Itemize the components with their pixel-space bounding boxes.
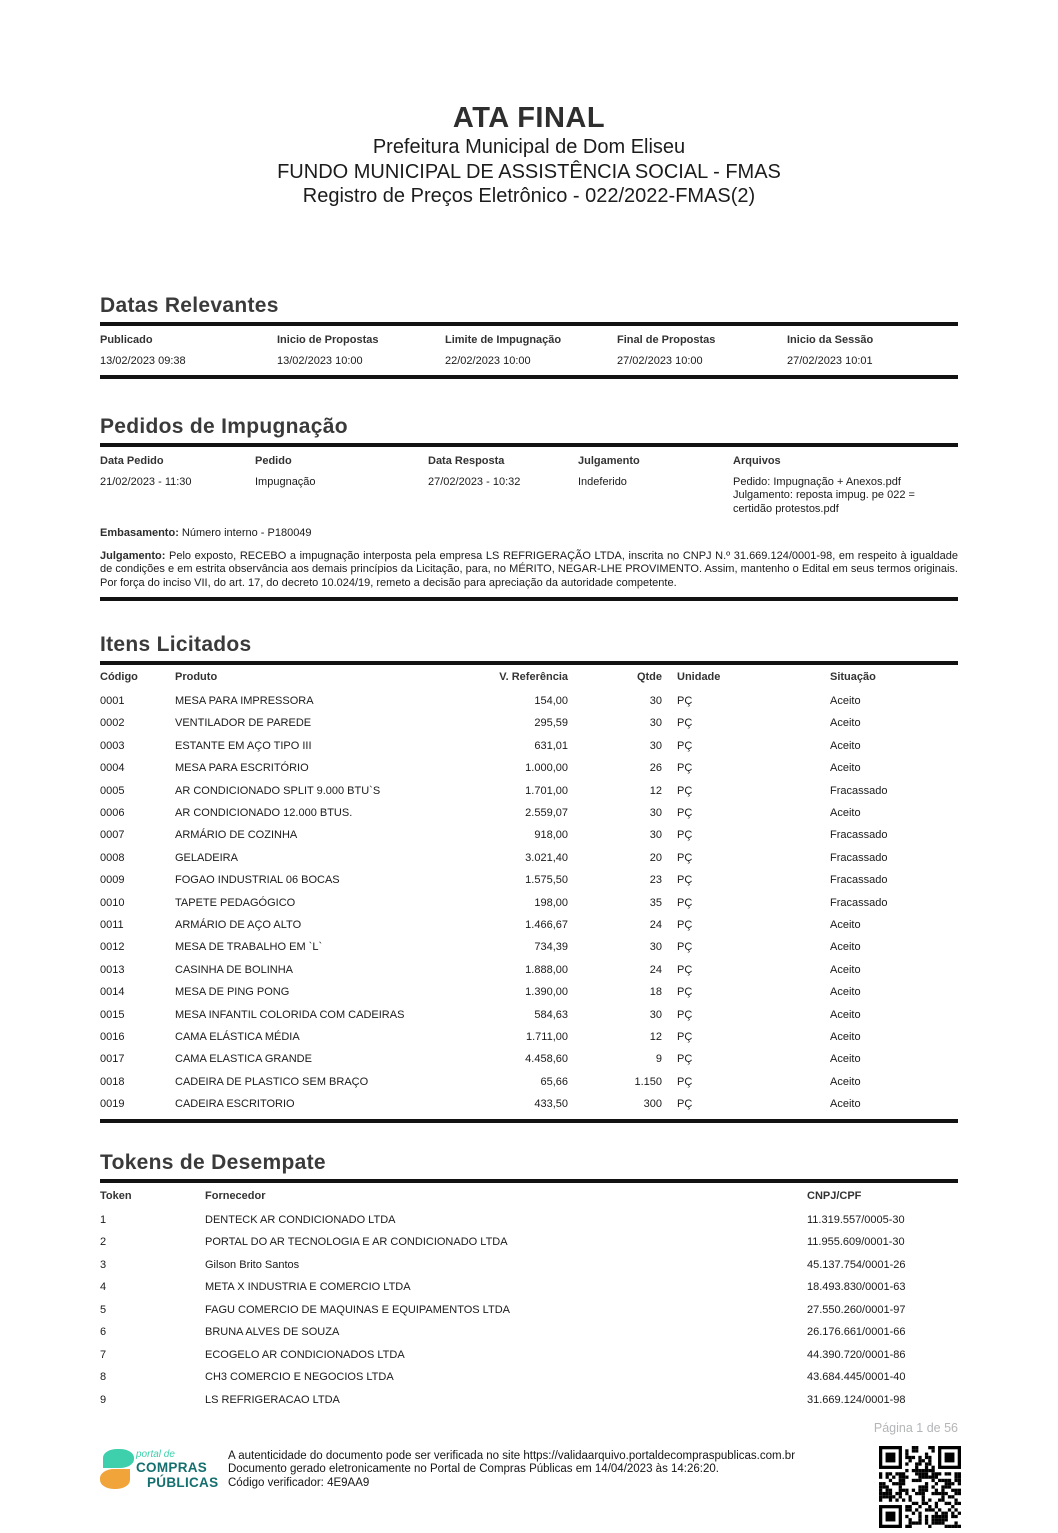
footer-verifier-line: Código verificador: 4E9AA9 (228, 1477, 370, 1489)
tokens-table-row (100, 1366, 958, 1389)
token-fornecedor: ECOGELO AR CONDICIONADOS LTDA (205, 1348, 405, 1361)
item-qtde: 24 (649, 963, 662, 976)
itens-table-row (100, 1026, 958, 1048)
item-qtde: 1.150 (634, 1075, 662, 1088)
item-codigo: 0010 (100, 896, 125, 909)
itens-col-header: V. Referência (499, 670, 568, 683)
datas-col-value: 27/02/2023 10:00 (617, 354, 703, 367)
item-codigo: 0003 (100, 739, 125, 752)
document-header (100, 0, 958, 209)
item-produto: FOGAO INDUSTRIAL 06 BOCAS (175, 874, 340, 887)
datas-col-header: Limite de Impugnação (445, 333, 562, 346)
item-unidade: PÇ (677, 762, 693, 775)
itens-table-row (100, 936, 958, 958)
item-unidade: PÇ (677, 695, 693, 708)
item-v-referencia: 3.021,40 (525, 851, 568, 864)
token-number: 1 (100, 1213, 107, 1226)
datas-relevantes-value-row (100, 355, 958, 367)
embasamento-line (100, 527, 958, 541)
item-v-referencia: 2.559,07 (525, 807, 568, 820)
section-pedidos-impugnacao (100, 415, 958, 601)
pedidos-col-header: Arquivos (733, 454, 781, 467)
item-situacao: Aceito (830, 739, 861, 752)
item-codigo: 0002 (100, 717, 125, 730)
item-qtde: 30 (649, 807, 662, 820)
itens-table-row (100, 802, 958, 824)
token-fornecedor: FAGU COMERCIO DE MAQUINAS E EQUIPAMENTOS LTDA (205, 1303, 510, 1316)
item-produto: ESTANTE EM AÇO TIPO III (175, 739, 312, 752)
itens-table-row (100, 869, 958, 891)
pedido-julgamento: Indeferido (578, 475, 627, 488)
itens-table-row (100, 891, 958, 913)
item-qtde: 12 (649, 784, 662, 797)
julgamento-text: Pelo exposto, RECEBO a impugnação interposta pela empresa LS REFRIGERAÇÃO LTDA, inscrita no CNPJ N.º 31.669.124/0001-98, em respeito à igualdade de condições e em estrita observância aos demais princípios da Licitação, para, no MÉRITO, NEGAR-LHE PROVIMENTO. Assim, mantenho o Edital em seus termos originais. Por força do inciso VII, do art. 17, do decreto 10.024/19, remeto a decisão para apreciação da autoridade competente. (100, 549, 958, 590)
pedidos-header-row (100, 447, 958, 467)
token-number: 9 (100, 1393, 107, 1406)
token-fornecedor: PORTAL DO AR TECNOLOGIA E AR CONDICIONADO LTDA (205, 1236, 508, 1249)
itens-table-row (100, 981, 958, 1003)
tokens-col-header: Fornecedor (205, 1190, 266, 1203)
itens-table-row (100, 959, 958, 981)
divider (100, 375, 958, 379)
tokens-table-row (100, 1253, 958, 1276)
tokens-table-row (100, 1388, 958, 1411)
section-datas-relevantes (100, 294, 958, 379)
token-cnpj: 26.176.661/0001-66 (807, 1326, 906, 1339)
itens-table-row (100, 1093, 958, 1115)
item-qtde: 35 (649, 896, 662, 909)
item-unidade: PÇ (677, 874, 693, 887)
itens-table-row (100, 690, 958, 712)
tokens-table-row (100, 1231, 958, 1254)
pedidos-col-header: Julgamento (578, 454, 640, 467)
julgamento-label: Julgamento: (100, 549, 166, 562)
item-v-referencia: 734,39 (534, 941, 568, 954)
pedidos-value-row (100, 476, 958, 517)
pedido-arquivos (733, 476, 958, 517)
compras-publicas-logo-icon (100, 1448, 136, 1494)
item-codigo: 0012 (100, 941, 125, 954)
item-produto: AR CONDICIONADO SPLIT 9.000 BTU`S (175, 784, 381, 797)
itens-col-header: Produto (175, 670, 218, 683)
document-title: ATA FINAL (452, 102, 606, 134)
section-itens-licitados (100, 633, 958, 1123)
tokens-table-row (100, 1276, 958, 1299)
tokens-table-row (100, 1343, 958, 1366)
item-codigo: 0009 (100, 874, 125, 887)
item-situacao: Aceito (830, 986, 861, 999)
item-v-referencia: 198,00 (534, 896, 568, 909)
item-codigo: 0014 (100, 986, 125, 999)
itens-header-row (100, 665, 958, 683)
item-v-referencia: 1.390,00 (525, 986, 568, 999)
item-codigo: 0016 (100, 1030, 125, 1043)
itens-col-header: Qtde (636, 670, 662, 683)
item-produto: MESA DE TRABALHO EM `L` (175, 941, 323, 954)
item-qtde: 30 (649, 739, 662, 752)
itens-table-row (100, 779, 958, 801)
token-fornecedor: DENTECK AR CONDICIONADO LTDA (205, 1213, 396, 1226)
item-situacao: Fracassado (830, 829, 888, 842)
datas-col-header: Final de Propostas (617, 333, 716, 346)
token-fornecedor: Gilson Brito Santos (205, 1258, 300, 1271)
item-situacao: Fracassado (830, 784, 888, 797)
item-codigo: 0004 (100, 762, 125, 775)
itens-table-row (100, 757, 958, 779)
pedido-data-pedido: 21/02/2023 - 11:30 (100, 475, 192, 488)
section-title-tokens-desempate: Tokens de Desempate (100, 1151, 326, 1175)
item-produto: MESA DE PING PONG (175, 986, 290, 999)
token-number: 6 (100, 1326, 107, 1339)
item-qtde: 23 (649, 874, 662, 887)
itens-col-header: Situação (830, 670, 876, 683)
item-codigo: 0018 (100, 1075, 125, 1088)
item-unidade: PÇ (677, 1053, 693, 1066)
datas-col-value: 13/02/2023 10:00 (277, 354, 363, 367)
item-produto: ARMÁRIO DE COZINHA (175, 829, 298, 842)
item-situacao: Aceito (830, 1075, 861, 1088)
item-v-referencia: 584,63 (534, 1008, 568, 1021)
tokens-table-body (100, 1208, 958, 1411)
item-unidade: PÇ (677, 784, 693, 797)
token-fornecedor: CH3 COMERCIO E NEGOCIOS LTDA (205, 1371, 394, 1384)
item-produto: CAMA ELÁSTICA MÉDIA (175, 1030, 300, 1043)
page-number: Página 1 de 56 (873, 1420, 958, 1435)
item-unidade: PÇ (677, 851, 693, 864)
token-cnpj: 31.669.124/0001-98 (807, 1393, 906, 1406)
itens-col-header: Código (100, 670, 138, 683)
item-v-referencia: 4.458,60 (525, 1053, 568, 1066)
item-qtde: 12 (649, 1030, 662, 1043)
item-v-referencia: 1.888,00 (525, 963, 568, 976)
item-unidade: PÇ (677, 963, 693, 976)
item-unidade: PÇ (677, 739, 693, 752)
footer-auth-line: A autenticidade do documento pode ser verificada no site https://validaarquivo.portaldecompraspublicas.com.br (228, 1449, 796, 1462)
item-qtde: 30 (649, 829, 662, 842)
itens-table-row (100, 1003, 958, 1025)
logo-compras: COMPRAS (136, 1459, 208, 1475)
section-tokens-desempate (100, 1151, 958, 1411)
item-situacao: Aceito (830, 717, 861, 730)
item-situacao: Aceito (830, 762, 861, 775)
item-situacao: Aceito (830, 963, 861, 976)
item-qtde: 30 (649, 717, 662, 730)
item-produto: GELADEIRA (175, 851, 238, 864)
divider (100, 597, 958, 601)
embasamento-label: Embasamento: (100, 527, 179, 539)
itens-table-row (100, 712, 958, 734)
datas-col-header: Inicio da Sessão (787, 333, 874, 346)
item-v-referencia: 1.000,00 (525, 762, 568, 775)
item-produto: ARMÁRIO DE AÇO ALTO (175, 918, 302, 931)
item-codigo: 0006 (100, 807, 125, 820)
item-v-referencia: 1.575,50 (525, 874, 568, 887)
itens-table-row (100, 847, 958, 869)
itens-table-row (100, 914, 958, 936)
item-unidade: PÇ (677, 1030, 693, 1043)
token-cnpj: 27.550.260/0001-97 (807, 1303, 906, 1316)
item-codigo: 0013 (100, 963, 125, 976)
token-cnpj: 43.684.445/0001-40 (807, 1371, 906, 1384)
julgamento-paragraph (100, 550, 958, 591)
item-unidade: PÇ (677, 807, 693, 820)
qr-code-icon (879, 1446, 961, 1528)
token-fornecedor: META X INDUSTRIA E COMERCIO LTDA (205, 1281, 411, 1294)
itens-col-header: Unidade (677, 670, 721, 683)
logo-orange-leaf-shape (100, 1469, 130, 1489)
token-cnpj: 45.137.754/0001-26 (807, 1258, 906, 1271)
item-v-referencia: 1.711,00 (525, 1030, 568, 1043)
item-v-referencia: 295,59 (534, 717, 568, 730)
item-qtde: 300 (643, 1098, 662, 1111)
pedido-pedido: Impugnação (255, 475, 316, 488)
item-produto: CAMA ELASTICA GRANDE (175, 1053, 312, 1066)
token-number: 3 (100, 1258, 107, 1271)
footer-generated-line: Documento gerado eletronicamente no Portal de Compras Públicas em 14/04/2023 às 14:26:20. (228, 1463, 719, 1476)
document-org: Prefeitura Municipal de Dom Eliseu (372, 136, 686, 158)
token-number: 4 (100, 1281, 107, 1294)
logo-wordmark (136, 1448, 218, 1494)
item-situacao: Aceito (830, 1098, 861, 1111)
datas-col-value: 27/02/2023 10:01 (787, 354, 873, 367)
item-codigo: 0007 (100, 829, 125, 842)
item-v-referencia: 918,00 (534, 829, 568, 842)
itens-table-row (100, 735, 958, 757)
pedidos-col-header: Data Resposta (428, 454, 505, 467)
item-produto: TAPETE PEDAGÓGICO (175, 896, 296, 909)
item-qtde: 30 (649, 1008, 662, 1021)
footer-verification-text (228, 1448, 795, 1491)
item-qtde: 18 (649, 986, 662, 999)
token-fornecedor: LS REFRIGERACAO LTDA (205, 1393, 340, 1406)
pedidos-col-header: Data Pedido (100, 454, 164, 467)
item-v-referencia: 1.701,00 (525, 784, 568, 797)
tokens-col-header: CNPJ/CPF (807, 1190, 862, 1203)
pedido-data-resposta: 27/02/2023 - 10:32 (428, 475, 521, 488)
item-codigo: 0019 (100, 1098, 125, 1111)
item-unidade: PÇ (677, 941, 693, 954)
item-produto: CADEIRA DE PLASTICO SEM BRAÇO (175, 1075, 369, 1088)
item-situacao: Fracassado (830, 896, 888, 909)
item-unidade: PÇ (677, 717, 693, 730)
item-situacao: Aceito (830, 941, 861, 954)
item-produto: MESA PARA ESCRITÓRIO (175, 762, 309, 775)
token-number: 7 (100, 1348, 107, 1361)
datas-relevantes-header-row (100, 326, 958, 346)
item-situacao: Aceito (830, 1030, 861, 1043)
item-situacao: Aceito (830, 918, 861, 931)
item-v-referencia: 1.466,67 (525, 918, 568, 931)
tokens-table-row (100, 1321, 958, 1344)
item-unidade: PÇ (677, 1008, 693, 1021)
item-qtde: 26 (649, 762, 662, 775)
section-title-datas-relevantes: Datas Relevantes (100, 293, 279, 317)
item-qtde: 24 (649, 918, 662, 931)
token-number: 2 (100, 1236, 107, 1249)
logo-portal-de: portal de (136, 1448, 175, 1460)
itens-table-row (100, 1071, 958, 1093)
token-cnpj: 18.493.830/0001-63 (807, 1281, 906, 1294)
item-codigo: 0015 (100, 1008, 125, 1021)
tokens-table-row (100, 1298, 958, 1321)
item-produto: CASINHA DE BOLINHA (175, 963, 293, 976)
item-produto: AR CONDICIONADO 12.000 BTUS. (175, 807, 353, 820)
document-footer (100, 1448, 958, 1528)
divider (100, 1119, 958, 1123)
itens-table-row (100, 824, 958, 846)
token-cnpj: 11.319.557/0005-30 (807, 1213, 905, 1226)
item-unidade: PÇ (677, 896, 693, 909)
item-produto: VENTILADOR DE PAREDE (175, 717, 312, 730)
arquivo-item: Pedido: Impugnação + Anexos.pdf (733, 475, 901, 488)
item-v-referencia: 154,00 (534, 695, 568, 708)
item-codigo: 0017 (100, 1053, 125, 1066)
item-v-referencia: 433,50 (534, 1098, 568, 1111)
token-number: 5 (100, 1303, 107, 1316)
item-situacao: Fracassado (830, 851, 888, 864)
item-codigo: 0008 (100, 851, 125, 864)
document-process: Registro de Preços Eletrônico - 022/2022-FMAS(2) (302, 185, 756, 207)
datas-col-value: 22/02/2023 10:00 (445, 354, 531, 367)
item-unidade: PÇ (677, 829, 693, 842)
itens-table-row (100, 1048, 958, 1070)
item-codigo: 0005 (100, 784, 125, 797)
item-v-referencia: 631,01 (534, 739, 568, 752)
tokens-col-header: Token (100, 1190, 132, 1203)
item-qtde: 9 (655, 1053, 662, 1066)
pedidos-col-header: Pedido (255, 454, 292, 467)
item-situacao: Aceito (830, 1008, 861, 1021)
document-page (100, 0, 958, 1528)
tokens-header-row (100, 1183, 958, 1202)
arquivo-item: Julgamento: reposta impug. pe 022 = certidão protestos.pdf (733, 489, 915, 515)
logo-publicas: PÚBLICAS (147, 1474, 219, 1490)
item-produto: MESA INFANTIL COLORIDA COM CADEIRAS (175, 1008, 405, 1021)
section-title-itens-licitados: Itens Licitados (100, 632, 252, 656)
item-unidade: PÇ (677, 1075, 693, 1088)
item-codigo: 0011 (100, 918, 124, 931)
logo-teal-leaf-shape (103, 1449, 134, 1468)
item-situacao: Fracassado (830, 874, 888, 887)
section-title-pedidos-impugnacao: Pedidos de Impugnação (100, 414, 348, 438)
item-qtde: 30 (649, 695, 662, 708)
token-cnpj: 44.390.720/0001-86 (807, 1348, 906, 1361)
datas-col-value: 13/02/2023 09:38 (100, 354, 186, 367)
item-produto: MESA PARA IMPRESSORA (175, 695, 314, 708)
item-situacao: Aceito (830, 1053, 861, 1066)
item-qtde: 20 (649, 851, 662, 864)
item-produto: CADEIRA ESCRITORIO (175, 1098, 295, 1111)
item-qtde: 30 (649, 941, 662, 954)
item-codigo: 0001 (100, 695, 125, 708)
item-v-referencia: 65,66 (540, 1075, 568, 1088)
tokens-table-row (100, 1208, 958, 1231)
itens-table-body (100, 690, 958, 1115)
item-unidade: PÇ (677, 1098, 693, 1111)
item-unidade: PÇ (677, 918, 693, 931)
token-number: 8 (100, 1371, 107, 1384)
compras-publicas-logo (100, 1448, 228, 1494)
item-situacao: Aceito (830, 695, 861, 708)
token-fornecedor: BRUNA ALVES DE SOUZA (205, 1326, 340, 1339)
token-cnpj: 11.955.609/0001-30 (807, 1236, 905, 1249)
document-fund: FUNDO MUNICIPAL DE ASSISTÊNCIA SOCIAL - FMAS (277, 160, 781, 183)
embasamento-value: Número interno - P180049 (178, 527, 312, 539)
item-unidade: PÇ (677, 986, 693, 999)
datas-col-header: Publicado (100, 333, 153, 346)
datas-col-header: Inicio de Propostas (277, 333, 379, 346)
item-situacao: Aceito (830, 807, 861, 820)
